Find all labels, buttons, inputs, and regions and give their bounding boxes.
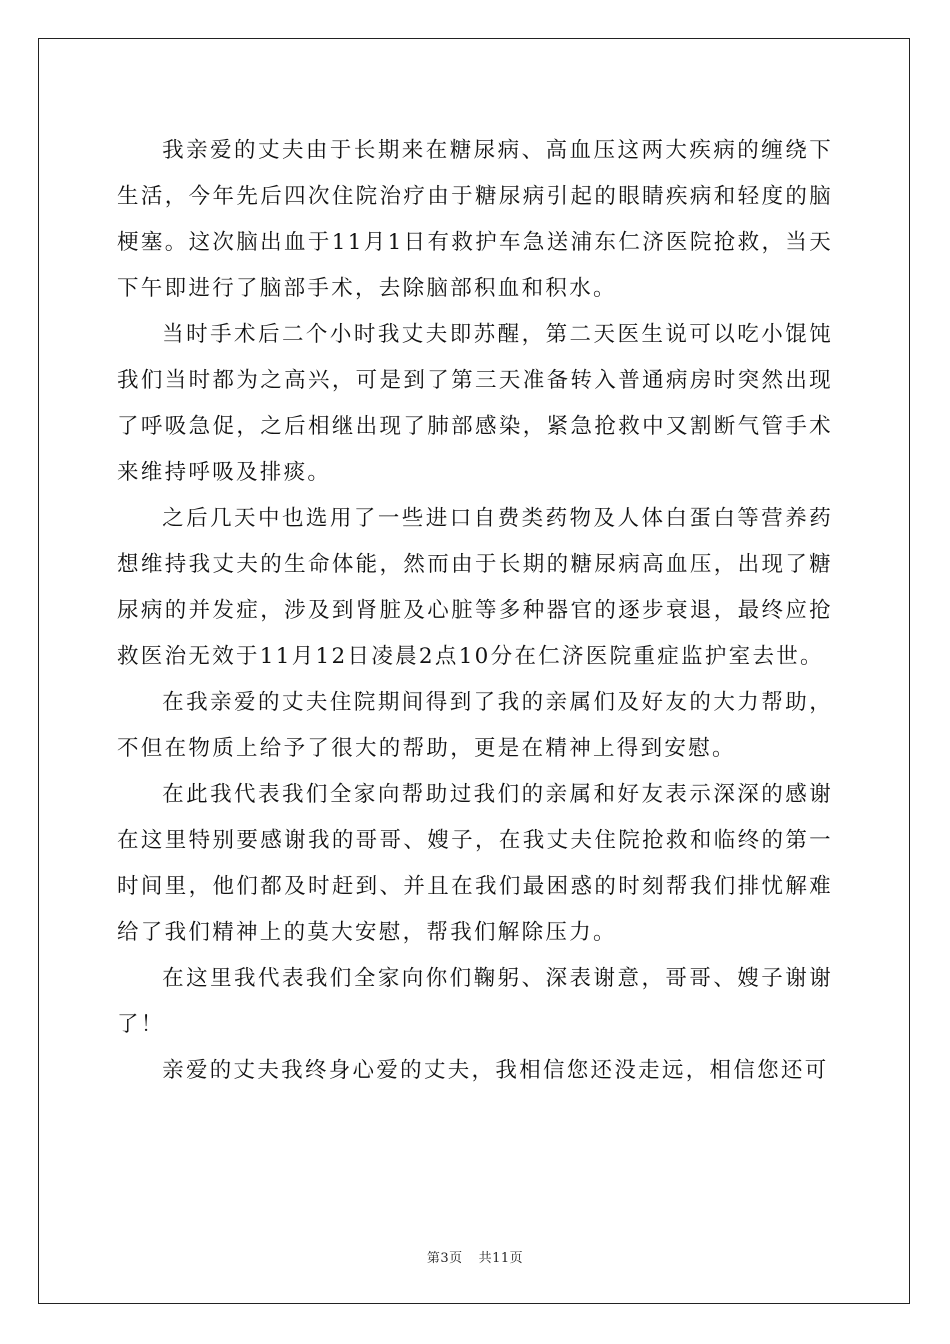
paragraph: 在我亲爱的丈夫住院期间得到了我的亲属们及好友的大力帮助，不但在物质上给予了很大的帮助，更是在精神上得到安慰。 — [117, 690, 833, 761]
paragraph: 我亲爱的丈夫由于长期来在糖尿病、高血压这两大疾病的缠绕下生活，今年先后四次住院治疗由于糖尿病引起的眼睛疾病和轻度的脑梗塞。这次脑出血于11月1日有救护车急送浦东仁济医院抢救，当天下午即进行了脑部手术，去除脑部积血和积水。 — [117, 138, 833, 301]
page-number: 第3页 — [426, 1251, 463, 1266]
document-body — [117, 128, 833, 1094]
paragraph: 在此我代表我们全家向帮助过我们的亲属和好友表示深深的感谢在这里特别要感谢我的哥哥、嫂子，在我丈夫住院抢救和临终的第一时间里，他们都及时赶到、并且在我们最困惑的时刻帮我们排忧解难给了我们精神上的莫大安慰，帮我们解除压力。 — [117, 782, 833, 945]
paragraph: 亲爱的丈夫我终身心爱的丈夫，我相信您还没走远，相信您还可 — [162, 1058, 829, 1083]
paragraph: 之后几天中也选用了一些进口自费类药物及人体白蛋白等营养药想维持我丈夫的生命体能，然而由于长期的糖尿病高血压，出现了糖尿病的并发症，涉及到肾脏及心脏等多种器官的逐步衰退，最终应抢救医治无效于11月12日凌晨2点10分在仁济医院重症监护室去世。 — [117, 506, 833, 669]
page-total: 共11页 — [478, 1251, 524, 1266]
page-footer — [0, 1247, 950, 1266]
paragraph: 当时手术后二个小时我丈夫即苏醒，第二天医生说可以吃小馄饨我们当时都为之高兴，可是到了第三天准备转入普通病房时突然出现了呼吸急促，之后相继出现了肺部感染，紧急抢救中又割断气管手术来维持呼吸及排痰。 — [117, 322, 833, 485]
paragraph: 在这里我代表我们全家向你们鞠躬、深表谢意，哥哥、嫂子谢谢了！ — [117, 966, 833, 1037]
